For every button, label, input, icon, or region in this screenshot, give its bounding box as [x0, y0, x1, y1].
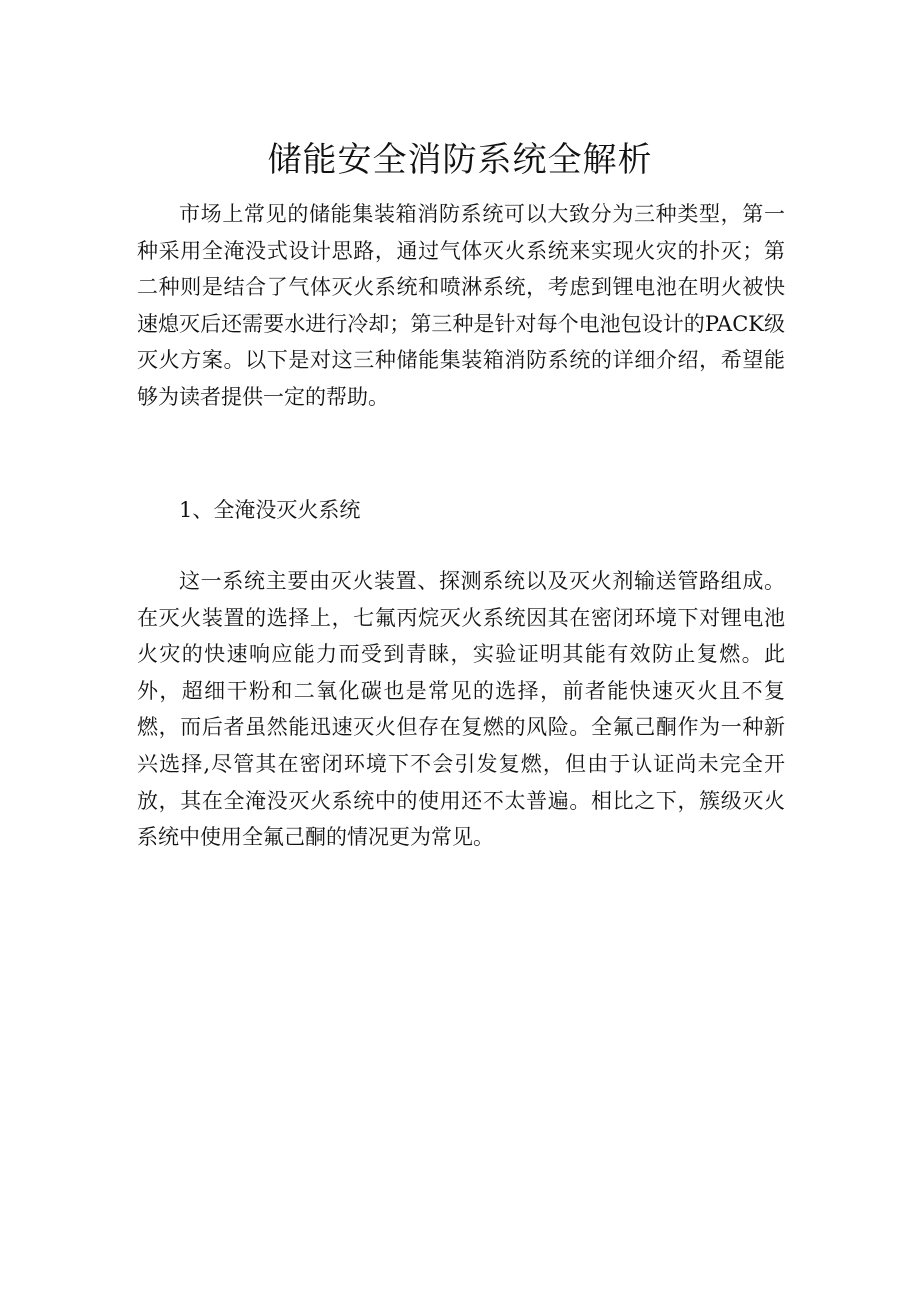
intro-paragraph: 市场上常见的储能集装箱消防系统可以大致分为三种类型，第一种采用全淹没式设计思路，通过气体灭火系统来实现火灾的扑灭；第二种则是结合了气体灭火系统和喷淋系统，考虑到锂电池在明火被快速熄灭后还需要水进行冷却；第三种是针对每个电池包设计的PACK级灭火方案。以下是对这三种储能集装箱消防系统的详细介绍，希望能够为读者提供一定的帮助。	[137, 202, 785, 409]
section-heading: 1、全淹没灭火系统	[179, 498, 361, 522]
document-title: 储能安全消防系统全解析	[267, 140, 653, 180]
section-paragraph: 这一系统主要由灭火装置、探测系统以及灭火剂输送管路组成。在灭火装置的选择上，七氟丙烷灭火系统因其在密闭环境下对锂电池火灾的快速响应能力而受到青睐，实验证明其能有效防止复燃。此外，超细干粉和二氧化碳也是常见的选择，前者能快速灭火且不复燃，而后者虽然能迅速灭火但存在复燃的风险。全氟己酮作为一种新兴选择,尽管其在密闭环境下不会引发复燃，但由于认证尚未完全开放，其在全淹没灭火系统中的使用还不太普遍。相比之下，簇级灭火系统中使用全氟己酮的情况更为常见。	[137, 569, 785, 850]
